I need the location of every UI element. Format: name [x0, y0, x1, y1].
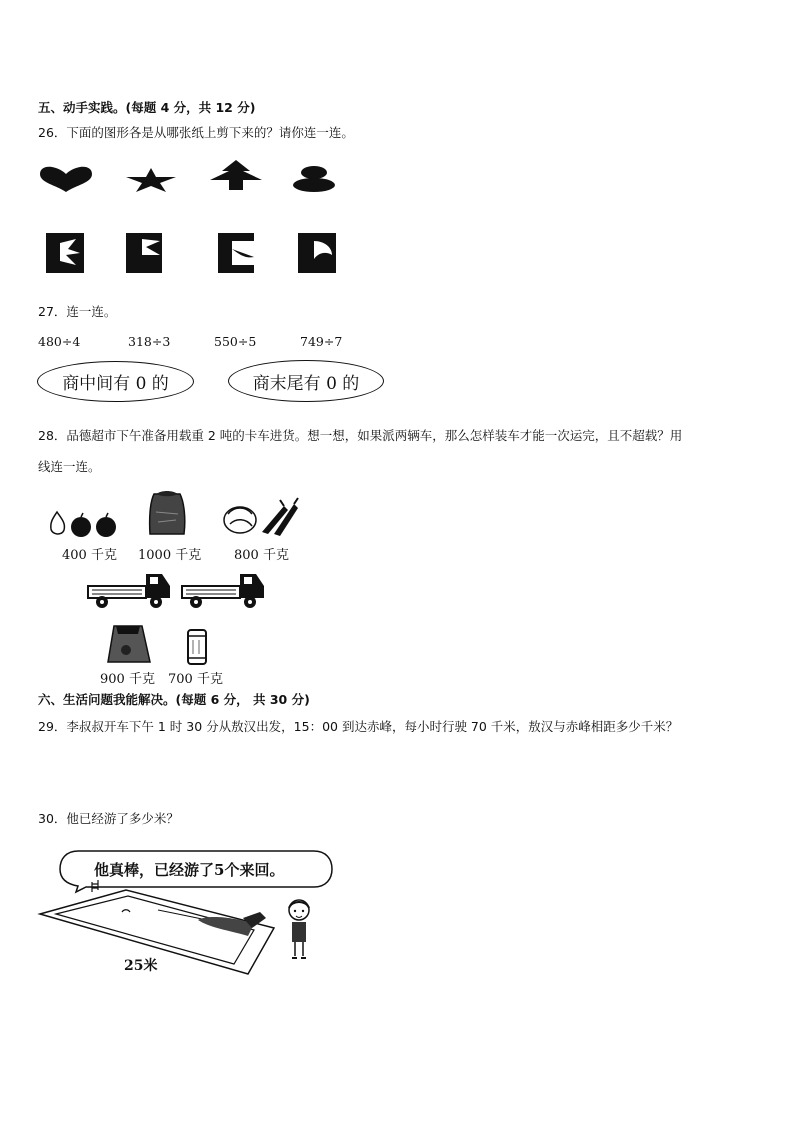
- weight-900kg: 900 千克: [100, 672, 155, 687]
- oval-left-label: 商中间有 0 的: [62, 374, 169, 394]
- cut-paper-1: [46, 233, 84, 273]
- fruit-icon: [48, 508, 120, 538]
- heart-icon: [38, 165, 94, 193]
- truck-icon-2: [180, 570, 266, 610]
- weight-1000kg: 1000 千克: [138, 548, 202, 563]
- boy-icon: [284, 898, 314, 964]
- weight-400kg: 400 千克: [62, 548, 117, 563]
- sack-icon: [146, 488, 188, 538]
- q30-text: 30．他已经游了多少米？: [38, 811, 179, 826]
- cut-paper-3: [218, 233, 254, 273]
- expr-480-4: 480÷4: [38, 334, 81, 349]
- vegetables-icon: [222, 498, 302, 536]
- oval-right-label: 商末尾有 0 的: [252, 373, 360, 394]
- cut-paper-2: [126, 233, 162, 273]
- section5-heading: 五、动手实践。(每题 4 分，共 12 分): [38, 100, 256, 115]
- q29-text: 29．李叔叔开车下午 1 时 30 分从敖汉出发，15：00 到达赤峰，每小时行驶 70 千米，敖汉与赤峰相距多少千米？: [38, 719, 679, 734]
- oval-quotient-middle-zero[interactable]: [37, 361, 194, 402]
- q28-text-line1: 28．品德超市下午准备用载重 2 吨的卡车进货。想一想，如果派两辆车，那么怎样装车才能一次运完，且不超载？用: [38, 428, 683, 443]
- oval-quotient-end-zero[interactable]: [228, 360, 384, 402]
- cut-paper-4: [298, 233, 336, 273]
- section6-heading: 六、生活问题我能解决。(每题 6 分， 共 30 分): [38, 692, 310, 707]
- pool-length-label: 25米: [124, 958, 158, 974]
- truck-icon-1: [86, 570, 172, 610]
- q27-text: 27．连一连。: [38, 304, 117, 319]
- bag-icon: [106, 624, 154, 664]
- expr-318-3: 318÷3: [128, 334, 171, 349]
- weight-800kg: 800 千克: [234, 548, 289, 563]
- expr-550-5: 550÷5: [214, 334, 257, 349]
- weight-700kg: 700 千克: [168, 672, 223, 687]
- star-icon: [126, 168, 176, 192]
- barrel-icon: [186, 628, 208, 666]
- figure-eight-icon: [292, 166, 336, 192]
- expr-749-7: 749÷7: [300, 334, 343, 349]
- q28-text-line2: 线连一连。: [38, 459, 101, 474]
- swimming-pool: [38, 884, 278, 976]
- q26-text: 26．下面的图形各是从哪张纸上剪下来的？请你连一连。: [38, 125, 354, 140]
- speech-text: 他真棒，已经游了5个来回。: [94, 861, 285, 879]
- arrow-up-icon: [210, 160, 262, 190]
